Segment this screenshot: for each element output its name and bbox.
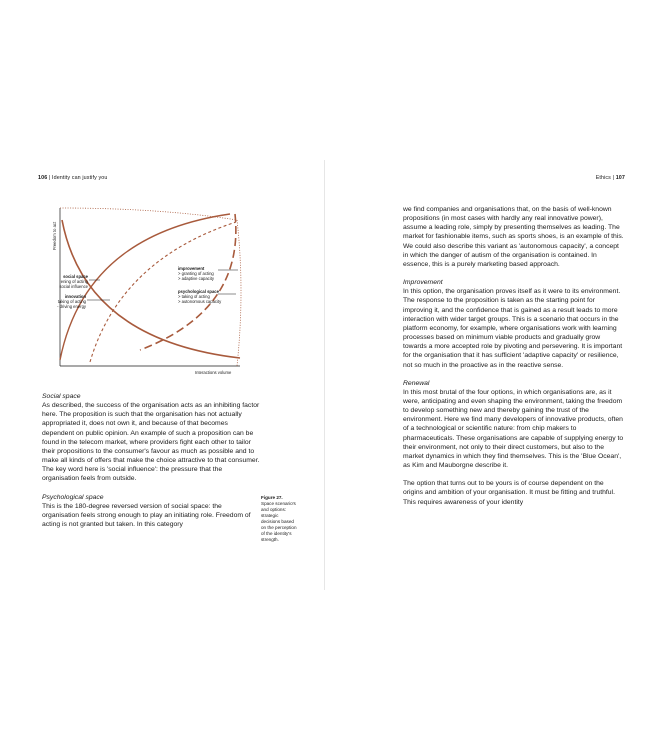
improvement-dashed-arc (140, 214, 236, 350)
right-running-head (403, 175, 625, 181)
scenario-diagram (40, 200, 265, 378)
top-dotted-curve (60, 208, 237, 220)
social-space-line2: social influence (59, 284, 88, 289)
section-heading-psychological-space: Psychological space (42, 493, 104, 501)
psychological-space-line2: > autonomous capacity (178, 299, 222, 304)
running-head-separator: | (612, 175, 616, 181)
improvement-label (178, 266, 214, 281)
improvement-line1: > granting of acting (178, 271, 214, 276)
innovation-line2: - driving energy (57, 304, 86, 309)
right-dotted-curve (237, 220, 241, 366)
social-space-label (37, 274, 88, 289)
psychological-space-label (178, 289, 221, 304)
left-body-text (42, 392, 260, 529)
caption-line: of the identity's (261, 531, 292, 536)
improvement-title: improvement (178, 266, 205, 271)
psychological-space-line1: > taking of acting (178, 294, 210, 299)
x-axis-label: Interactions volume (195, 370, 232, 375)
psychological-space-title: psychological space (178, 289, 219, 294)
caption-line: and options: (261, 507, 287, 512)
caption-line: strategic (261, 513, 279, 518)
improvement-line2: > adaptive capacity (178, 276, 214, 281)
section-text-improvement: In this option, the organisation proves itself as it were to its environment. The response to the proposition is taken as the starting point for improving it, and the confidence that is gained as a result leads to more interaction with wider target groups. This is a scenario that occurs in the platform economy, for example, where organisations work with learning processes based on minimum viable products and gradually grow towards a more accepted role by pivoting and persevering. It is important for the organisation that it has sufficient 'adaptive capacity' or resilience, not so much in the proactive as in the reactive sense. (403, 288, 623, 369)
right-page-number: 107 (615, 175, 625, 181)
left-running-head (38, 175, 298, 181)
y-axis-label: Freedom to act (52, 221, 57, 250)
space-scenario-figure (40, 200, 265, 378)
caption-line: on the perception (261, 525, 297, 530)
figure-number: Figure 27. (261, 495, 283, 500)
left-page (38, 175, 298, 190)
innovation-label (37, 294, 86, 309)
right-intro-text: we find companies and organisations that, on the basis of well-known propositions (in most cases with hardly any real innovative power), assume a leading role, simply by presenting themselves as leading. The market for fashionable items, such as sports shoes, is an example of this. We could also describe this variant as 'autonomous capacity', a concept in which the danger of autism of the organisation is contained. In essence, this is a purely marketing based approach. (403, 206, 624, 268)
innovation-title: innovation (64, 294, 86, 299)
section-heading-renewal: Renewal (403, 379, 430, 387)
right-running-title: Ethics (595, 175, 611, 181)
page-gutter (324, 160, 325, 590)
right-body-text (403, 205, 625, 507)
left-page-number: 106 (38, 175, 48, 181)
section-text-renewal: In this most brutal of the four options, in which organisations are, as it were, anticipating and even shaping the environment, taking the freedom to develop something new and thereby gaining the trust of the environment. Here we find many developers of innovative products, often of a technological or scientific nature: from chip makers to pharmaceuticals. These organisations are capable of supplying energy to their environment, not only to their direct customers, but also to the market dynamics in which they find themselves. This is the 'Blue Ocean', as Kim and Mauborgne describe it. (403, 388, 624, 470)
running-head-separator: | (48, 175, 53, 181)
section-heading-social-space: Social space (42, 393, 81, 400)
caption-line: strength. (261, 537, 279, 542)
closing-text: The option that turns out to be yours is of course dependent on the origins and ambition of your organisation. It must be fitting and truthful. This requires awareness of your identity (403, 480, 615, 506)
social-space-title: social space (63, 274, 88, 279)
right-page (403, 175, 625, 208)
innovation-line1: taking of acting (57, 299, 86, 304)
section-text-psychological-space: This is the 180-degree reversed version of social space: the organisation feels strong enough to play an initiating role. Freedom of acting is not granted but taken. In this category (42, 502, 251, 529)
caption-line: Space scenario's (261, 501, 296, 506)
section-heading-improvement: Improvement (403, 279, 443, 287)
caption-line: decisions based (261, 519, 294, 524)
left-running-title: Identity can justify you (52, 175, 108, 181)
social-space-line1: ening of acting (60, 279, 88, 284)
figure-caption (261, 495, 321, 543)
section-text-social-space: As described, the success of the organisation acts as an inhibiting factor here. The proposition is such that the organisation has not actually appropriated it, does not own it, and because of that becomes dependent on public opinion. An example of such a proposition can be found in the telecom market, where providers fight each other to tailor their propositions to the consumer's favour as much as possible and to make all kinds of offers that make the choice attractive to that consumer. The key word here is 'social influence': the pressure that the organisation feels from outside. (42, 402, 260, 483)
